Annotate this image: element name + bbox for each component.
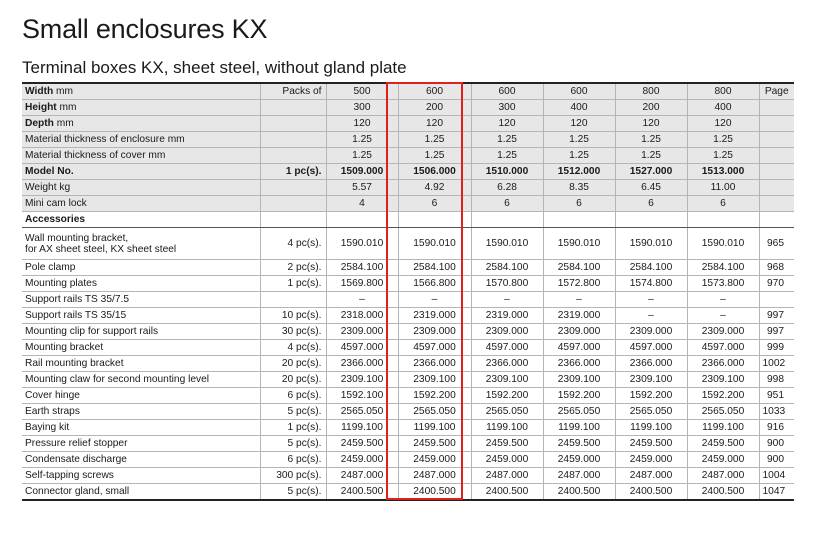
accessory-row <box>22 372 794 388</box>
accessory-label <box>22 260 260 276</box>
spec-label <box>22 148 260 164</box>
page-cell: 998 <box>759 372 794 388</box>
accessory-name: Baying kit <box>25 422 70 433</box>
spec-label-text: mm <box>53 118 74 129</box>
empty-cell <box>326 212 398 228</box>
spec-label <box>22 100 260 116</box>
value-cell: 1590.010 <box>615 228 687 260</box>
empty-cell <box>398 212 471 228</box>
value-cell: 1592.200 <box>471 388 543 404</box>
value-cell: 1570.800 <box>471 276 543 292</box>
spec-label-text: mm <box>56 102 77 113</box>
value-cell: 4597.000 <box>326 340 398 356</box>
spec-row <box>22 180 794 196</box>
page-cell: 916 <box>759 420 794 436</box>
value-cell: 2366.000 <box>543 356 615 372</box>
value-cell: 1592.200 <box>543 388 615 404</box>
accessory-row <box>22 324 794 340</box>
spec-label-bold: Width <box>25 86 54 97</box>
value-cell: 1199.100 <box>326 420 398 436</box>
value-cell: 1574.800 <box>615 276 687 292</box>
value-cell: 1590.010 <box>471 228 543 260</box>
accessory-row <box>22 484 794 501</box>
accessory-name: Mounting claw for second mounting level <box>25 374 210 385</box>
value-cell: 1590.010 <box>687 228 759 260</box>
value-cell: 2309.000 <box>687 324 759 340</box>
accessory-name-line2: for AX sheet steel, KX sheet steel <box>25 243 177 255</box>
value-cell: 2309.000 <box>398 324 471 340</box>
value-cell: 2459.000 <box>471 452 543 468</box>
accessory-label <box>22 228 260 260</box>
value-cell: 1590.010 <box>543 228 615 260</box>
accessory-name: Wall mounting bracket, <box>25 232 129 244</box>
value-cell: 1.25 <box>615 132 687 148</box>
value-cell: 1.25 <box>398 132 471 148</box>
accessory-label <box>22 372 260 388</box>
packs-cell <box>260 292 326 308</box>
value-cell: 4597.000 <box>687 340 759 356</box>
page-cell: 900 <box>759 436 794 452</box>
value-cell: 1.25 <box>326 148 398 164</box>
value-cell: 1.25 <box>471 132 543 148</box>
value-cell: 2459.000 <box>398 452 471 468</box>
value-cell: 2319.000 <box>471 308 543 324</box>
accessory-name: Pole clamp <box>25 262 76 273</box>
empty-cell <box>543 212 615 228</box>
value-cell: 2366.000 <box>471 356 543 372</box>
value-cell: 2309.100 <box>398 372 471 388</box>
value-cell: 1.25 <box>543 132 615 148</box>
value-cell: 4597.000 <box>398 340 471 356</box>
packs-cell <box>260 100 326 116</box>
page-cell <box>759 148 794 164</box>
value-cell: – <box>687 308 759 324</box>
page-cell: 997 <box>759 324 794 340</box>
packs-cell: 10 pc(s). <box>260 308 326 324</box>
accessory-row <box>22 340 794 356</box>
value-cell: 2309.000 <box>471 324 543 340</box>
value-cell: 1592.200 <box>687 388 759 404</box>
value-cell: 2309.000 <box>615 324 687 340</box>
value-cell: – <box>615 292 687 308</box>
value-cell: 1506.000 <box>398 164 471 180</box>
value-cell: – <box>471 292 543 308</box>
value-cell: 2459.500 <box>615 436 687 452</box>
value-cell: 1509.000 <box>326 164 398 180</box>
value-cell: 300 <box>471 100 543 116</box>
accessory-label <box>22 276 260 292</box>
value-cell: 2565.050 <box>615 404 687 420</box>
value-cell: 1566.800 <box>398 276 471 292</box>
value-cell: 500 <box>326 83 398 100</box>
page-cell: 1002 <box>759 356 794 372</box>
value-cell: 5.57 <box>326 180 398 196</box>
value-cell: 1.25 <box>398 148 471 164</box>
table-body <box>22 83 794 500</box>
value-cell: 2459.500 <box>687 436 759 452</box>
value-cell: 2459.500 <box>398 436 471 452</box>
page-cell: 1047 <box>759 484 794 501</box>
packs-cell: 4 pc(s). <box>260 228 326 260</box>
value-cell: 2584.100 <box>687 260 759 276</box>
value-cell: – <box>326 292 398 308</box>
accessory-row <box>22 356 794 372</box>
accessory-label <box>22 436 260 452</box>
page-cell <box>759 116 794 132</box>
packs-cell <box>260 148 326 164</box>
value-cell: 2459.000 <box>687 452 759 468</box>
spec-row <box>22 148 794 164</box>
accessory-row <box>22 228 794 260</box>
packs-cell: 6 pc(s). <box>260 388 326 404</box>
accessory-label <box>22 420 260 436</box>
packs-cell: 4 pc(s). <box>260 340 326 356</box>
value-cell: 2366.000 <box>615 356 687 372</box>
value-cell: 6 <box>615 196 687 212</box>
value-cell: 4597.000 <box>543 340 615 356</box>
accessory-label <box>22 308 260 324</box>
spec-label-text: Material thickness of cover mm <box>25 150 166 161</box>
value-cell: 2309.000 <box>543 324 615 340</box>
value-cell: 1.25 <box>543 148 615 164</box>
page-cell: 965 <box>759 228 794 260</box>
accessory-row <box>22 388 794 404</box>
accessory-row <box>22 276 794 292</box>
packs-cell: Packs of <box>260 83 326 100</box>
value-cell: 300 <box>326 100 398 116</box>
packs-cell: 2 pc(s). <box>260 260 326 276</box>
spec-label-text: Mini cam lock <box>25 198 87 209</box>
value-cell: 2565.050 <box>687 404 759 420</box>
value-cell: 2459.500 <box>543 436 615 452</box>
accessory-label <box>22 484 260 501</box>
spec-label <box>22 164 260 180</box>
page-cell: Page <box>759 83 794 100</box>
value-cell: 2487.000 <box>687 468 759 484</box>
product-table <box>22 82 794 501</box>
value-cell: 2584.100 <box>471 260 543 276</box>
value-cell: 1590.010 <box>398 228 471 260</box>
value-cell: 400 <box>543 100 615 116</box>
value-cell: 120 <box>326 116 398 132</box>
value-cell: 2459.000 <box>326 452 398 468</box>
value-cell: 2487.000 <box>326 468 398 484</box>
packs-cell: 30 pc(s). <box>260 324 326 340</box>
accessories-heading-row <box>22 212 794 228</box>
page-cell <box>759 132 794 148</box>
spec-label-text: Material thickness of enclosure mm <box>25 134 185 145</box>
page-title: Small enclosures KX <box>22 14 268 44</box>
accessory-label <box>22 404 260 420</box>
spec-label-text: mm <box>53 86 74 97</box>
value-cell: 1.25 <box>326 132 398 148</box>
value-cell: 1199.100 <box>471 420 543 436</box>
value-cell: 2309.100 <box>471 372 543 388</box>
page-cell: 968 <box>759 260 794 276</box>
spec-row <box>22 132 794 148</box>
page-cell: 1004 <box>759 468 794 484</box>
value-cell: – <box>615 308 687 324</box>
value-cell: 2584.100 <box>615 260 687 276</box>
value-cell: 2400.500 <box>615 484 687 501</box>
value-cell: 2400.500 <box>326 484 398 501</box>
value-cell: 1.25 <box>471 148 543 164</box>
spec-row <box>22 83 794 100</box>
value-cell: 6 <box>543 196 615 212</box>
accessory-name: Rail mounting bracket <box>25 358 124 369</box>
accessory-name: Condensate discharge <box>25 454 127 465</box>
empty-cell <box>260 212 326 228</box>
spec-row <box>22 116 794 132</box>
value-cell: 2400.500 <box>543 484 615 501</box>
page-cell <box>759 180 794 196</box>
value-cell: 2309.000 <box>326 324 398 340</box>
value-cell: 120 <box>687 116 759 132</box>
value-cell: 1512.000 <box>543 164 615 180</box>
empty-cell <box>615 212 687 228</box>
value-cell: 2400.500 <box>398 484 471 501</box>
value-cell: 1.25 <box>687 148 759 164</box>
spec-label <box>22 132 260 148</box>
page-cell: 951 <box>759 388 794 404</box>
accessory-row <box>22 404 794 420</box>
page-subtitle: Terminal boxes KX, sheet steel, without gland plate <box>22 58 407 77</box>
spec-label-text: Weight kg <box>25 182 71 193</box>
value-cell: 2318.000 <box>326 308 398 324</box>
packs-cell: 1 pc(s). <box>260 276 326 292</box>
accessory-row <box>22 420 794 436</box>
value-cell: 600 <box>398 83 471 100</box>
value-cell: 4597.000 <box>615 340 687 356</box>
page-cell: 970 <box>759 276 794 292</box>
value-cell: 120 <box>398 116 471 132</box>
accessory-row <box>22 260 794 276</box>
value-cell: 2319.000 <box>543 308 615 324</box>
page-cell <box>759 100 794 116</box>
value-cell: 2565.050 <box>543 404 615 420</box>
accessory-row <box>22 468 794 484</box>
value-cell: 600 <box>543 83 615 100</box>
spec-row <box>22 100 794 116</box>
accessory-name: Support rails TS 35/15 <box>25 310 127 321</box>
value-cell: 1592.200 <box>398 388 471 404</box>
value-cell: – <box>543 292 615 308</box>
page-cell: 999 <box>759 340 794 356</box>
packs-cell: 6 pc(s). <box>260 452 326 468</box>
value-cell: 2319.000 <box>398 308 471 324</box>
value-cell: 6.45 <box>615 180 687 196</box>
page-cell <box>759 164 794 180</box>
value-cell: 2459.000 <box>615 452 687 468</box>
page-cell: 997 <box>759 308 794 324</box>
value-cell: 800 <box>687 83 759 100</box>
value-cell: 400 <box>687 100 759 116</box>
value-cell: 120 <box>471 116 543 132</box>
accessory-label <box>22 468 260 484</box>
page-cell: 1033 <box>759 404 794 420</box>
value-cell: 2487.000 <box>615 468 687 484</box>
product-table-wrapper <box>22 82 794 501</box>
packs-cell: 300 pc(s). <box>260 468 326 484</box>
spec-label-bold: Height <box>25 102 57 113</box>
value-cell: 200 <box>398 100 471 116</box>
value-cell: 1573.800 <box>687 276 759 292</box>
value-cell: 6 <box>687 196 759 212</box>
value-cell: 2584.100 <box>326 260 398 276</box>
accessory-name: Mounting clip for support rails <box>25 326 159 337</box>
value-cell: 2487.000 <box>471 468 543 484</box>
value-cell: 2459.000 <box>543 452 615 468</box>
empty-cell <box>759 212 794 228</box>
accessory-label <box>22 324 260 340</box>
value-cell: 2459.500 <box>326 436 398 452</box>
accessories-heading: Accessories <box>22 212 260 228</box>
value-cell: 2487.000 <box>398 468 471 484</box>
packs-cell: 5 pc(s). <box>260 404 326 420</box>
value-cell: 6 <box>398 196 471 212</box>
value-cell: 2309.100 <box>687 372 759 388</box>
value-cell: 6 <box>471 196 543 212</box>
value-cell: 1199.100 <box>687 420 759 436</box>
value-cell: 1590.010 <box>326 228 398 260</box>
accessory-name: Connector gland, small <box>25 486 130 497</box>
value-cell: 1199.100 <box>615 420 687 436</box>
packs-cell: 5 pc(s). <box>260 484 326 501</box>
value-cell: 2366.000 <box>326 356 398 372</box>
value-cell: 11.00 <box>687 180 759 196</box>
accessory-label <box>22 388 260 404</box>
packs-cell: 20 pc(s). <box>260 372 326 388</box>
accessory-label <box>22 452 260 468</box>
value-cell: 1592.100 <box>326 388 398 404</box>
accessory-name: Self-tapping screws <box>25 470 114 481</box>
value-cell: 1592.200 <box>615 388 687 404</box>
value-cell: 120 <box>615 116 687 132</box>
accessory-row <box>22 436 794 452</box>
value-cell: 4597.000 <box>471 340 543 356</box>
accessory-row <box>22 292 794 308</box>
packs-cell: 1 pc(s). <box>260 420 326 436</box>
accessory-name: Earth straps <box>25 406 80 417</box>
accessory-label <box>22 340 260 356</box>
value-cell: 8.35 <box>543 180 615 196</box>
value-cell: 2309.100 <box>615 372 687 388</box>
spec-label-bold: Model No. <box>25 166 74 177</box>
page-cell <box>759 292 794 308</box>
value-cell: 120 <box>543 116 615 132</box>
accessory-row <box>22 308 794 324</box>
packs-cell: 20 pc(s). <box>260 356 326 372</box>
value-cell: 2565.050 <box>471 404 543 420</box>
spec-row <box>22 164 794 180</box>
value-cell: 4 <box>326 196 398 212</box>
spec-label-bold: Depth <box>25 118 54 129</box>
accessory-name: Cover hinge <box>25 390 80 401</box>
value-cell: 2366.000 <box>398 356 471 372</box>
value-cell: 6.28 <box>471 180 543 196</box>
value-cell: 2400.500 <box>687 484 759 501</box>
accessory-name: Mounting bracket <box>25 342 104 353</box>
empty-cell <box>687 212 759 228</box>
accessory-name: Support rails TS 35/7.5 <box>25 294 130 305</box>
accessory-name: Mounting plates <box>25 278 97 289</box>
value-cell: 2366.000 <box>687 356 759 372</box>
value-cell: 2459.500 <box>471 436 543 452</box>
value-cell: 1199.100 <box>543 420 615 436</box>
spec-label <box>22 83 260 100</box>
value-cell: 1510.000 <box>471 164 543 180</box>
value-cell: 2584.100 <box>543 260 615 276</box>
empty-cell <box>471 212 543 228</box>
accessory-name: Pressure relief stopper <box>25 438 128 449</box>
value-cell: 2400.500 <box>471 484 543 501</box>
spec-label <box>22 196 260 212</box>
page-cell <box>759 196 794 212</box>
value-cell: – <box>398 292 471 308</box>
value-cell: 200 <box>615 100 687 116</box>
packs-cell: 1 pc(s). <box>260 164 326 180</box>
accessory-label <box>22 356 260 372</box>
value-cell: 1569.800 <box>326 276 398 292</box>
page-cell: 900 <box>759 452 794 468</box>
value-cell: 2565.050 <box>326 404 398 420</box>
spec-label <box>22 116 260 132</box>
value-cell: 2309.100 <box>543 372 615 388</box>
packs-cell <box>260 132 326 148</box>
value-cell: 1513.000 <box>687 164 759 180</box>
value-cell: 2487.000 <box>543 468 615 484</box>
accessory-row <box>22 452 794 468</box>
value-cell: 4.92 <box>398 180 471 196</box>
packs-cell <box>260 180 326 196</box>
value-cell: – <box>687 292 759 308</box>
spec-row <box>22 196 794 212</box>
value-cell: 1572.800 <box>543 276 615 292</box>
value-cell: 1.25 <box>687 132 759 148</box>
packs-cell <box>260 196 326 212</box>
value-cell: 600 <box>471 83 543 100</box>
value-cell: 1199.100 <box>398 420 471 436</box>
value-cell: 1.25 <box>615 148 687 164</box>
value-cell: 2565.050 <box>398 404 471 420</box>
accessory-label <box>22 292 260 308</box>
packs-cell: 5 pc(s). <box>260 436 326 452</box>
packs-cell <box>260 116 326 132</box>
spec-label <box>22 180 260 196</box>
value-cell: 1527.000 <box>615 164 687 180</box>
value-cell: 800 <box>615 83 687 100</box>
value-cell: 2309.100 <box>326 372 398 388</box>
value-cell: 2584.100 <box>398 260 471 276</box>
